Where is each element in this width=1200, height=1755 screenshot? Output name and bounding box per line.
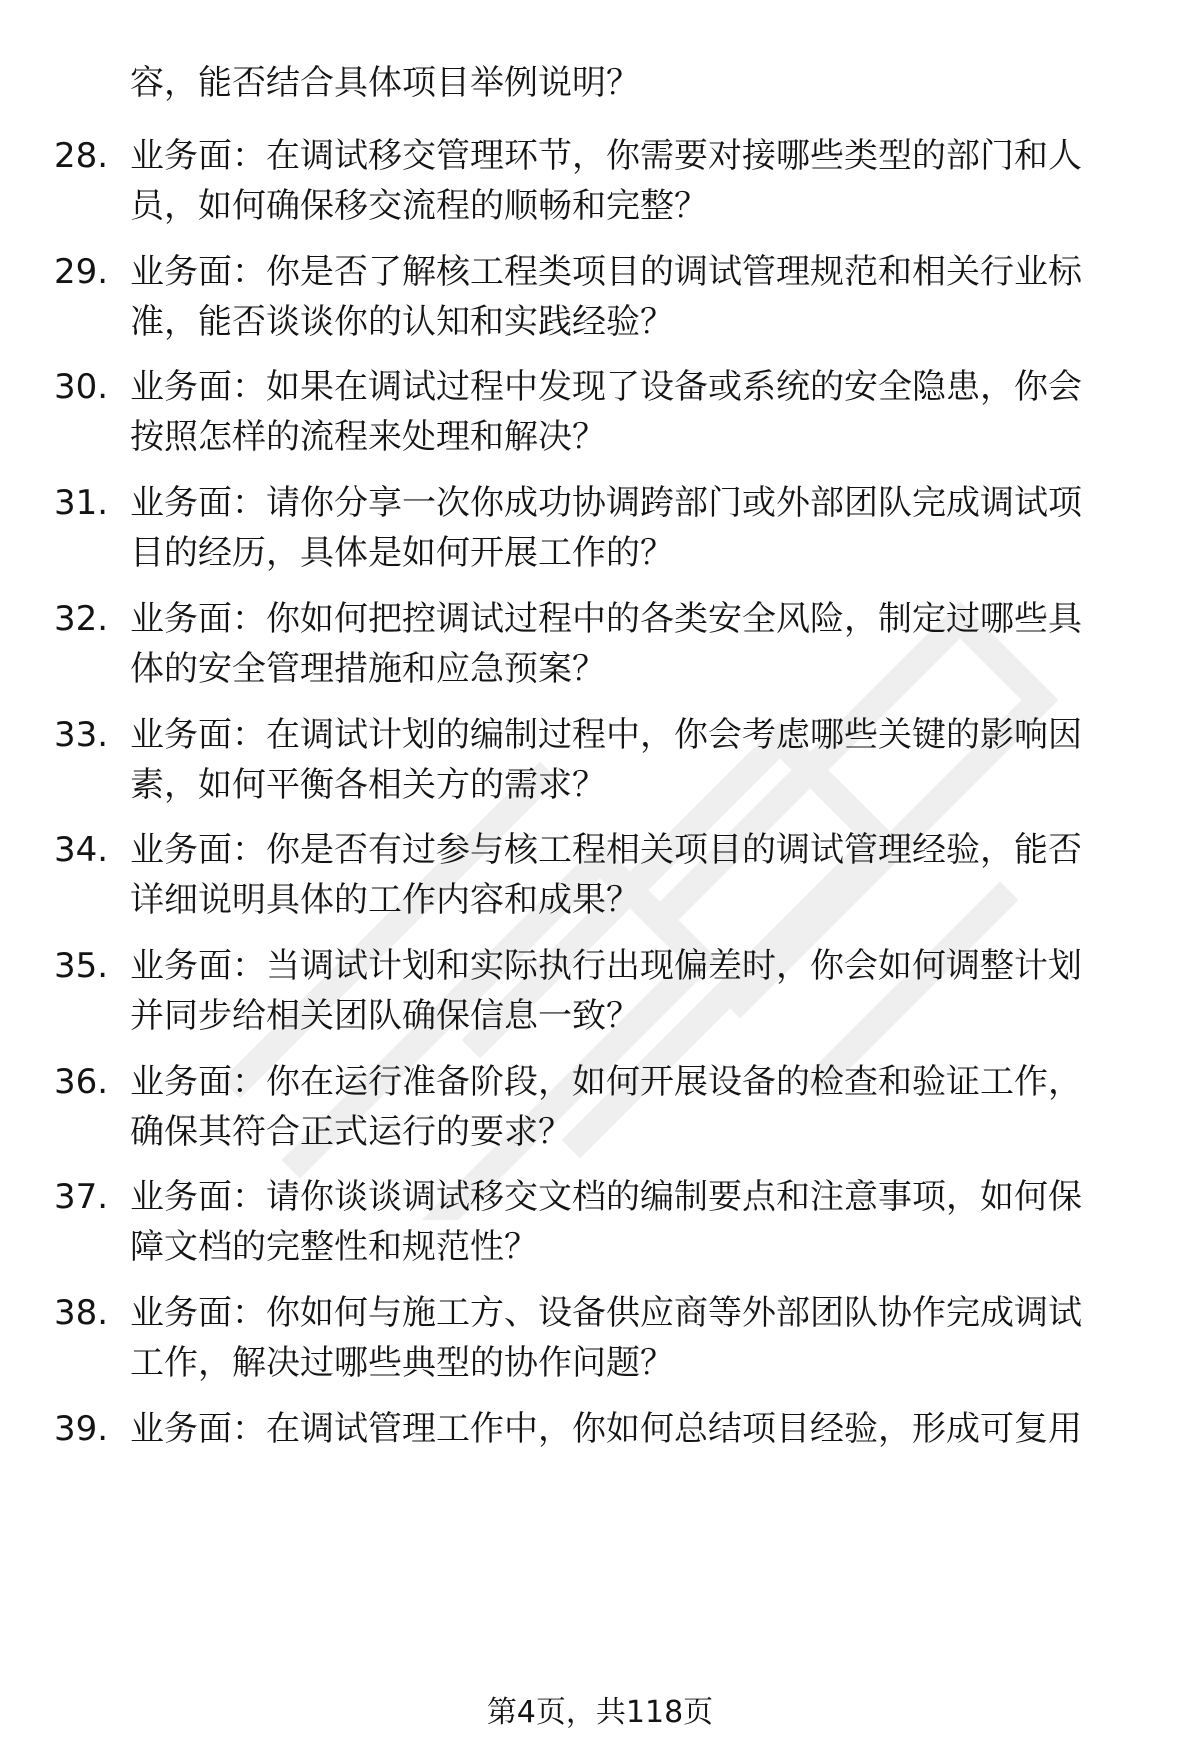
- question-line: 业务面：你是否有过参与核工程相关项目的调试管理经验，能否: [130, 830, 1082, 870]
- question-line: 业务面：你在运行准备阶段，如何开展设备的检查和验证工作，: [130, 1062, 1082, 1102]
- question-text: [130, 1057, 1142, 1157]
- question-line: 工作，解决过哪些典型的协作问题？: [130, 1343, 674, 1383]
- question-item: [0, 710, 1200, 820]
- question-number: 34.: [54, 830, 109, 870]
- question-number: 28.: [54, 136, 109, 176]
- question-text: [130, 131, 1142, 231]
- question-number: 30.: [54, 367, 109, 407]
- question-item: [0, 131, 1200, 241]
- question-line: 体的安全管理措施和应急预案？: [130, 649, 606, 689]
- question-line: 目的经历，具体是如何开展工作的？: [130, 533, 674, 573]
- question-item: [0, 825, 1200, 935]
- question-number: 35.: [54, 946, 109, 986]
- question-number: 33.: [54, 715, 109, 755]
- question-item: [0, 941, 1200, 1051]
- continued-question-text: 容，能否结合具体项目举例说明？: [130, 63, 640, 103]
- question-item: [0, 1172, 1200, 1282]
- question-line: 按照怎样的流程来处理和解决？: [130, 417, 606, 457]
- question-line: 并同步给相关团队确保信息一致？: [130, 996, 640, 1036]
- question-item: [0, 247, 1200, 357]
- question-number: 31.: [54, 483, 109, 523]
- question-line: 业务面：当调试计划和实际执行出现偏差时，你会如何调整计划: [130, 946, 1082, 986]
- question-line: 业务面：在调试移交管理环节，你需要对接哪些类型的部门和人: [130, 136, 1082, 176]
- question-line: 业务面：在调试管理工作中，你如何总结项目经验，形成可复用: [130, 1409, 1082, 1449]
- question-text: [130, 594, 1142, 694]
- question-line: 业务面：你如何与施工方、设备供应商等外部团队协作完成调试: [130, 1293, 1082, 1333]
- question-text: [130, 710, 1142, 810]
- question-item: [0, 478, 1200, 588]
- question-item: [0, 1288, 1200, 1398]
- question-line: 业务面：请你分享一次你成功协调跨部门或外部团队完成调试项: [130, 483, 1082, 523]
- question-line: 准，能否谈谈你的认知和实践经验？: [130, 302, 674, 342]
- question-text: [130, 941, 1142, 1041]
- question-line: 业务面：在调试计划的编制过程中，你会考虑哪些关键的影响因: [130, 715, 1082, 755]
- question-text: [130, 1288, 1142, 1388]
- question-number: 39.: [54, 1409, 109, 1449]
- question-number: 29.: [54, 252, 109, 292]
- question-number: 32.: [54, 599, 109, 639]
- question-line: 业务面：你是否了解核工程类项目的调试管理规范和相关行业标: [130, 252, 1082, 292]
- question-item: [0, 362, 1200, 472]
- question-line: 素，如何平衡各相关方的需求？: [130, 765, 606, 805]
- question-text: [130, 1172, 1142, 1272]
- question-text: [130, 247, 1142, 347]
- question-line: 业务面：请你谈谈调试移交文档的编制要点和注意事项，如何保: [130, 1177, 1082, 1217]
- question-text: [130, 478, 1142, 578]
- question-text: [130, 1404, 1142, 1454]
- question-text: [130, 825, 1142, 925]
- question-line: 业务面：你如何把控调试过程中的各类安全风险，制定过哪些具: [130, 599, 1082, 639]
- question-item: [0, 1057, 1200, 1167]
- question-text: [130, 362, 1142, 462]
- question-line: 障文档的完整性和规范性？: [130, 1227, 538, 1267]
- question-item: [0, 594, 1200, 704]
- page-footer: 第4页，共118页: [486, 1695, 714, 1730]
- question-line: 详细说明具体的工作内容和成果？: [130, 880, 640, 920]
- question-line: 业务面：如果在调试过程中发现了设备或系统的安全隐患，你会: [130, 367, 1082, 407]
- question-line: 员，如何确保移交流程的顺畅和完整？: [130, 186, 708, 226]
- question-item: [0, 1404, 1200, 1514]
- question-line: 确保其符合正式运行的要求？: [130, 1112, 572, 1152]
- question-number: 38.: [54, 1293, 109, 1333]
- question-number: 36.: [54, 1062, 109, 1102]
- question-number: 37.: [54, 1177, 109, 1217]
